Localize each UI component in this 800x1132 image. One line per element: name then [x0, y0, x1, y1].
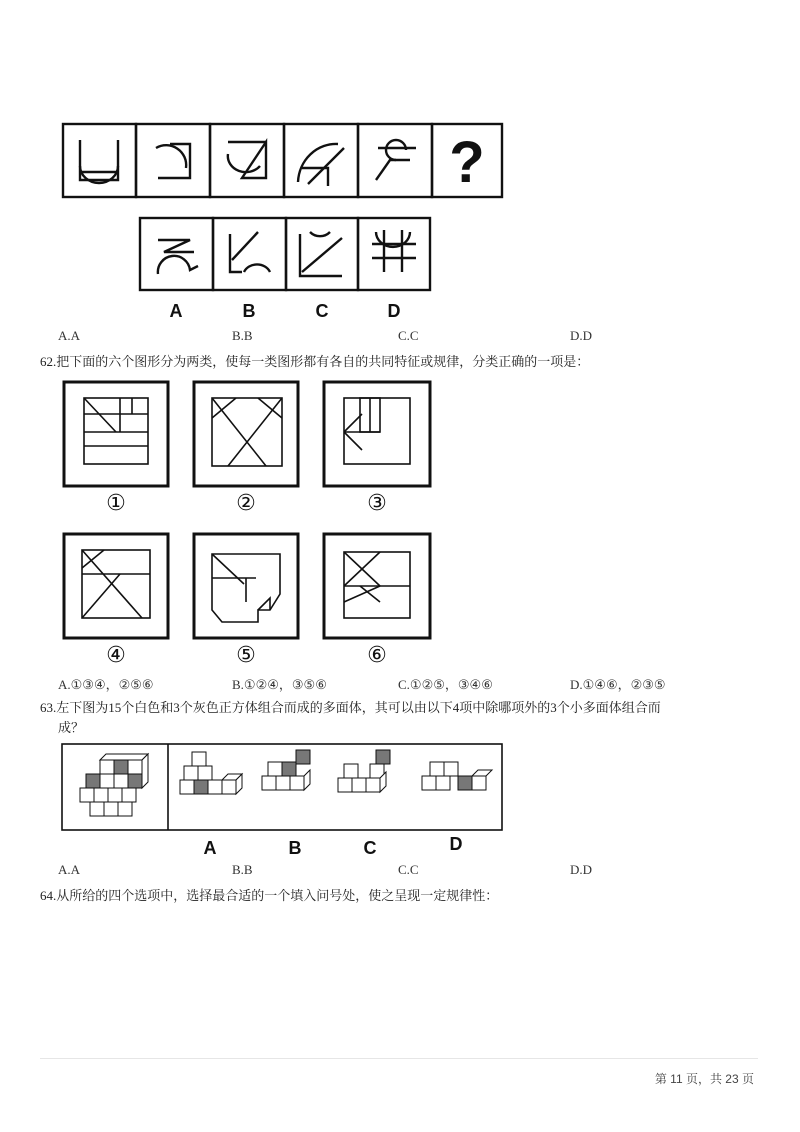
q61-answer-c[interactable]: C.C	[398, 328, 419, 343]
q61-option-letter-a: A	[169, 301, 183, 320]
q62-label-3: ③	[367, 490, 387, 515]
q63-answer-d[interactable]: D.D	[570, 862, 593, 877]
q61-answer-b[interactable]: B.B	[232, 328, 253, 343]
q64-question-text: 64.从所给的四个选项中，选择最合适的一个填入问号处，使之呈现一定规律性：	[40, 888, 499, 903]
q61-sequence-box-4	[284, 124, 358, 197]
q61-answer-a[interactable]: A.A	[58, 328, 81, 343]
q62-answer-d[interactable]: D.①④⑥，②③⑤	[570, 677, 666, 692]
q61-option-box-a	[140, 218, 213, 290]
q61-option-letter-c: C	[315, 301, 329, 320]
q63-option-letter-b: B	[288, 838, 302, 858]
q63-answer-b[interactable]: B.B	[232, 862, 253, 877]
q61-option-box-b	[213, 218, 286, 290]
q61-option-letter-d: D	[387, 301, 401, 320]
page-number: 第 11 页，共 23 页	[654, 1072, 754, 1086]
q61-question-mark: ?	[449, 130, 485, 195]
q62-label-1: ①	[106, 490, 126, 515]
q61-sequence-box-1	[63, 124, 136, 197]
q62-label-6: ⑥	[367, 642, 387, 667]
q62-label-4: ④	[106, 642, 126, 667]
q63-option-letter-a: A	[203, 838, 217, 858]
q63-option-letter-d: D	[449, 834, 463, 854]
q63-option-letter-c: C	[363, 838, 377, 858]
q62-question-text: 62.把下面的六个图形分为两类，使每一类图形都有各自的共同特征或规律，分类正确的一项是：	[40, 354, 590, 369]
q62-label-2: ②	[236, 490, 256, 515]
q61-sequence-box-2	[136, 124, 210, 197]
q63-question-text-line2: 成？	[58, 720, 85, 735]
q61-answer-d[interactable]: D.D	[570, 328, 593, 343]
q62-figure	[60, 378, 440, 670]
q63-answer-a[interactable]: A.A	[58, 862, 81, 877]
q61-figure	[60, 120, 510, 320]
q63-question-text-line1: 63.左下图为15个白色和3个灰色正方体组合而成的多面体，其可以由以下4项中除哪项外的3个小多面体组合而	[40, 700, 661, 715]
q61-option-letter-b: B	[242, 301, 256, 320]
q61-option-box-d	[358, 218, 430, 290]
q62-label-5: ⑤	[236, 642, 256, 667]
q63-answer-c[interactable]: C.C	[398, 862, 419, 877]
footer-divider	[40, 1058, 758, 1059]
q62-answer-b[interactable]: B.①②④，③⑤⑥	[232, 677, 327, 692]
q62-answer-a[interactable]: A.①③④，②⑤⑥	[58, 677, 154, 692]
q62-answer-c[interactable]: C.①②⑤，③④⑥	[398, 677, 493, 692]
q61-sequence-box-3	[210, 124, 284, 197]
q63-figure	[60, 740, 506, 860]
